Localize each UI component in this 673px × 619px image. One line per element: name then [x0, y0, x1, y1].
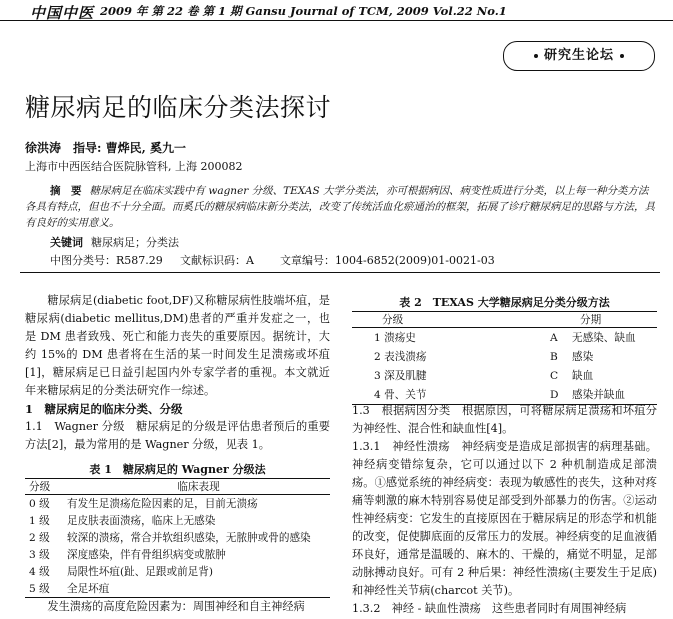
- table-cell: B: [550, 350, 558, 363]
- section-paragraph: 1.3.1 神经性溃疡 神经病变是造成足部损害的病理基础。神经病变错综复杂，它可以通过以下 2 种机制造成足部溃疡。①感觉系统的神经病变：表现为敏感性的丧失，这种对疼痛等刺激的麻木特别容易使足部受到外部暴力的伤害。②运动性神经病变：它发生的直接原因在于糖尿病足的形态学和机能的改变，促使脚底面的反常压力的发展。神经病变的足血液循环良好，通常是温暖的、麻木的、干燥的，痛觉不明显，足部动脉搏动良好。可有 2 种后果：神经性溃疡(主要发生于足底)和神经性关节病(charcot 关节)。: [352, 440, 657, 597]
- document-code: 文献标识码：A: [180, 254, 254, 267]
- running-header: [0, 0, 673, 22]
- intro-paragraph: 糖尿病足(diabetic foot,DF)又称糖尿病性肢端坏疽，是糖尿病(diabetic mellitus,DM)患者的严重并发症之一，也是 DM 患者致残、死亡和能力丧失的重要原因。据统计，大约 15%的 DM 患者将在生活的某一时间发生足溃疡或坏疽[1]，糖尿病足已日益引起国内外专家学者的重视。本文就近年来糖尿病足的分类法研究作一综述。: [25, 294, 330, 397]
- table-row: [25, 495, 330, 513]
- keywords-label: 关键词: [50, 236, 83, 249]
- table-cell: 全足坏疽: [67, 583, 110, 595]
- bullet-icon: [534, 54, 538, 58]
- abstract: [25, 183, 655, 231]
- abstract-label: 摘 要: [50, 185, 82, 197]
- left-column: [25, 292, 330, 454]
- table1-caption: 表 1 糖尿病足的 Wagner 分级法: [89, 463, 266, 476]
- table-row: [25, 546, 330, 563]
- table-cell: 感染: [572, 351, 594, 363]
- table-header: 分级: [29, 481, 51, 493]
- table-cell: 较深的溃疡，常合并软组织感染，无脓肿或骨的感染: [67, 532, 311, 544]
- table-cell: 足皮肤表面溃疡，临床上无感染: [67, 515, 216, 527]
- table-header: 临床表现: [177, 481, 220, 493]
- table-cell: 1 溃疡史: [374, 332, 416, 344]
- table-header: 分期: [580, 314, 602, 326]
- keywords: [50, 234, 179, 250]
- section-name: 研究生论坛: [543, 48, 614, 63]
- article-title: 糖尿病足的临床分类法探讨: [25, 93, 332, 122]
- table-cell: 缺血: [572, 370, 594, 382]
- table-row: [352, 328, 657, 348]
- table-row: [25, 529, 330, 546]
- table-cell: 0 级: [29, 498, 50, 510]
- header-rule: [0, 20, 673, 21]
- keywords-text: 糖尿病足；分类法: [91, 236, 179, 249]
- abstract-text: 糖尿病足在临床实践中有 wagner 分级、TEXAS 大学分类法，亦可根据病因、病变性质进行分类，以上每一种分类方法各具有特点，但也不十分全面。而奚氏的糖尿病临床新分类法，改变了传统活血化瘀通治的框架，拓展了诊疗糖尿病足的思路与方法，具有良好的实用意义。: [25, 185, 655, 229]
- clc-number: 中图分类号：R587.29: [50, 254, 163, 267]
- table-cell: 3 深及肌腱: [374, 370, 427, 382]
- table2-caption: 表 2 TEXAS 大学糖尿病足分类分级方法: [399, 296, 610, 309]
- table-cell: 4 骨、关节: [374, 389, 427, 401]
- table-cell: C: [550, 369, 559, 382]
- section-badge: [503, 41, 655, 71]
- table-cell: 5 级: [29, 583, 50, 595]
- table-cell: A: [550, 331, 558, 344]
- table-cell: 4 级: [29, 566, 50, 578]
- right-column: [352, 402, 657, 618]
- section-paragraph: 1.1 Wagner 分级 糖尿病足的分级是评估患者预后的重要方法[2]，最为常用的是 Wagner 分级，见表 1。: [25, 420, 330, 451]
- table-cell: 深度感染，伴有骨组织病变或脓肿: [67, 549, 226, 561]
- table-cell: 感染并缺血: [572, 389, 625, 401]
- section-heading: 1 糖尿病足的临床分类、分级: [25, 402, 183, 416]
- table-cell: 局限性坏疽(趾、足跟或前足背): [67, 566, 213, 578]
- wagner-table: [25, 478, 330, 598]
- table-row: [25, 512, 330, 529]
- section-paragraph: 1.3 根据病因分类 根据原因，可将糖尿病足溃疡和坏疽分为神经性、混合性和缺血性[4]。: [352, 404, 657, 435]
- table-header-row: [25, 479, 330, 495]
- abstract-rule: [20, 272, 660, 273]
- journal-logo: 中国中医: [30, 4, 95, 22]
- table-row: [25, 580, 330, 598]
- article-authors: 徐洪涛 指导: 曹烨民, 奚九一: [25, 141, 186, 155]
- table-header-row: [352, 312, 657, 328]
- table-cell: 有发生足溃疡危险因素的足，目前无溃疡: [67, 498, 258, 510]
- article-id: 文章编号：1004-6852(2009)01-0021-03: [280, 254, 495, 267]
- article-affiliation: 上海市中西医结合医院脉管科, 上海 200082: [25, 160, 243, 173]
- table-row: [352, 347, 657, 366]
- tail-text: 发生溃疡的高度危险因素为：周围神经和自主神经病: [47, 600, 305, 613]
- texas-table: [352, 311, 657, 405]
- table-cell: 2 级: [29, 532, 50, 544]
- table-cell: D: [550, 388, 559, 401]
- table-header: 分级: [382, 314, 404, 326]
- journal-citation: 2009 年 第 22 卷 第 1 期 Gansu Journal of TCM, 2009 Vol.22 No.1: [100, 4, 507, 18]
- table-row: [352, 366, 657, 385]
- bullet-icon: [620, 54, 624, 58]
- table-cell: 1 级: [29, 515, 50, 527]
- left-tail-paragraph: [25, 598, 330, 616]
- table-cell: 2 表浅溃疡: [374, 351, 427, 363]
- section-paragraph: 1.3.2 神经 - 缺血性溃疡 这些患者同时有周围神经病: [352, 602, 627, 615]
- table-cell: 无感染、缺血: [572, 332, 636, 344]
- table-cell: 3 级: [29, 549, 50, 561]
- table-row: [25, 563, 330, 580]
